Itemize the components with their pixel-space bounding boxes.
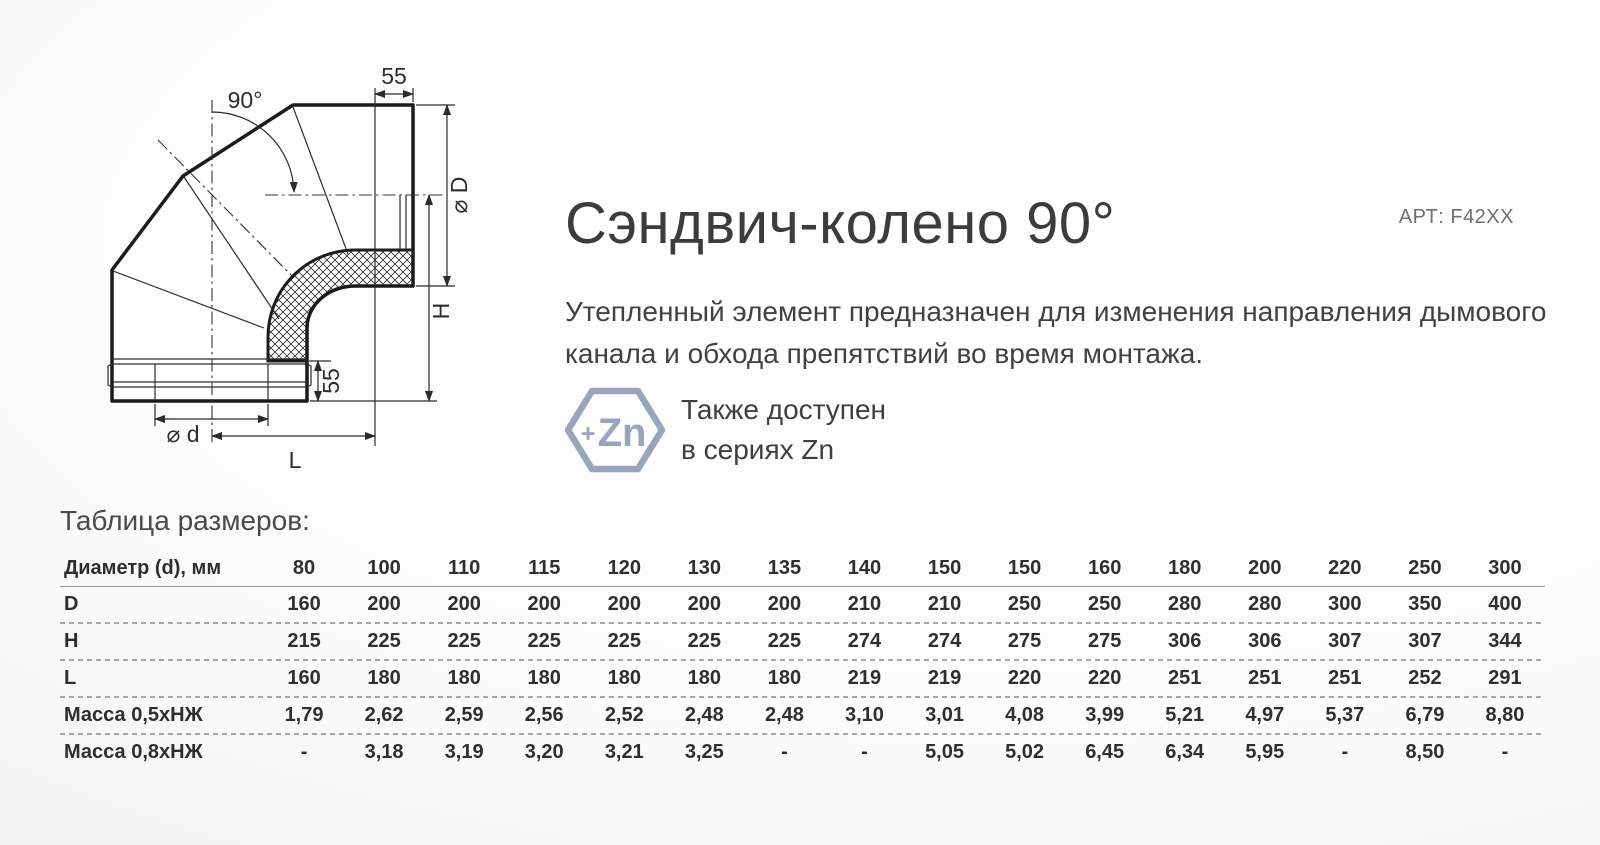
cell-value: 2,48 xyxy=(764,704,804,726)
cell-value: 3,99 xyxy=(1085,704,1125,726)
cell-value: 180 xyxy=(527,667,561,689)
cell-value: 2,48 xyxy=(684,704,724,726)
cell-value: 251 xyxy=(1248,667,1282,689)
dim-label-angle: 90° xyxy=(227,87,263,113)
page-title: Сэндвич-колено 90° xyxy=(565,191,1116,256)
zn-availability xyxy=(565,384,886,476)
cell-value: 200 xyxy=(447,593,481,615)
cell-value: 210 xyxy=(927,593,962,615)
cell-value: 150 xyxy=(1007,557,1042,579)
cell-value: 180 xyxy=(767,667,802,689)
cell-value: 225 xyxy=(607,630,641,652)
table-row xyxy=(60,698,1545,733)
cell-value: 225 xyxy=(767,630,802,652)
cell-value: 8,50 xyxy=(1405,741,1445,763)
zn-note-line2: в сериях Zn xyxy=(681,434,835,465)
table-row xyxy=(60,624,1545,659)
cell-value: 291 xyxy=(1488,667,1522,689)
dim-label-bottom-socket: 55 xyxy=(318,368,344,394)
cell-value: 160 xyxy=(1087,557,1122,579)
cell-value: 150 xyxy=(927,557,962,579)
cell-value: 3,01 xyxy=(925,704,964,726)
cell-value: 4,97 xyxy=(1245,704,1285,726)
cell-value: 220 xyxy=(1007,667,1042,689)
cell-value: 120 xyxy=(607,557,641,579)
cell-value: 115 xyxy=(528,557,561,579)
cell-value: 200 xyxy=(607,593,641,615)
cell-value: 100 xyxy=(367,557,401,579)
cell-value: 5,02 xyxy=(1005,741,1045,763)
cell-value: 180 xyxy=(607,667,641,689)
cell-value: 200 xyxy=(367,593,401,615)
cell-value: 2,62 xyxy=(364,704,404,726)
cell-value: 5,21 xyxy=(1165,704,1205,726)
size-table xyxy=(60,551,1545,770)
dim-label-length: L xyxy=(288,447,302,473)
cell-value: 344 xyxy=(1488,630,1522,652)
cell-value: 3,21 xyxy=(604,741,644,763)
cell-value: 3,18 xyxy=(364,741,404,763)
cell-value: 251 xyxy=(1328,667,1362,689)
cell-value: 6,45 xyxy=(1085,741,1125,763)
cell-value: 3,20 xyxy=(524,741,564,763)
cell-value: 160 xyxy=(287,593,321,615)
cell-value: 250 xyxy=(1007,593,1042,615)
cell-value: 8,80 xyxy=(1485,704,1525,726)
cell-value: 210 xyxy=(847,593,882,615)
cell-value: 307 xyxy=(1408,630,1442,652)
cell-value: - xyxy=(1501,741,1509,763)
cell-value: 80 xyxy=(292,557,316,579)
cell-value: 180 xyxy=(447,667,481,689)
row-label: L xyxy=(64,667,77,689)
cell-value: 140 xyxy=(847,557,882,579)
cell-value: 130 xyxy=(687,557,722,579)
cell-value: 135 xyxy=(767,557,802,579)
cell-value: 274 xyxy=(927,630,962,652)
cell-value: 1,79 xyxy=(284,704,324,726)
cell-value: 2,56 xyxy=(524,704,564,726)
table-row xyxy=(60,735,1545,770)
cell-value: 3,19 xyxy=(444,741,484,763)
cell-value: - xyxy=(1341,741,1349,763)
cell-value: 180 xyxy=(367,667,401,689)
zn-badge-icon xyxy=(565,384,665,476)
dim-label-inner-diameter: ⌀ d xyxy=(166,421,200,447)
cell-value: 180 xyxy=(687,667,722,689)
cell-value: 275 xyxy=(1087,630,1122,652)
cell-value: 2,59 xyxy=(444,704,484,726)
cell-value: 225 xyxy=(367,630,401,652)
cell-value: 225 xyxy=(687,630,722,652)
row-label: Диаметр (d), мм xyxy=(64,557,222,579)
cell-value: 250 xyxy=(1087,593,1122,615)
cell-value: 225 xyxy=(447,630,481,652)
cell-value: - xyxy=(781,741,788,763)
cell-value: 275 xyxy=(1007,630,1042,652)
cell-value: 2,52 xyxy=(604,704,644,726)
cell-value: 400 xyxy=(1488,593,1522,615)
cell-value: 219 xyxy=(927,667,962,689)
dim-label-outer-diameter: ⌀ D xyxy=(446,176,472,214)
cell-value: 280 xyxy=(1248,593,1282,615)
table-caption: Таблица размеров: xyxy=(60,505,310,536)
cell-value: 5,37 xyxy=(1325,704,1365,726)
cell-value: 5,95 xyxy=(1245,741,1285,763)
cell-value: 5,05 xyxy=(925,741,964,763)
table-header-row xyxy=(60,551,1545,586)
cell-value: 219 xyxy=(847,667,882,689)
cell-value: - xyxy=(300,741,308,763)
cell-value: 200 xyxy=(1248,557,1282,579)
cell-value: 3,25 xyxy=(684,741,724,763)
table-row xyxy=(60,587,1545,622)
cell-value: - xyxy=(861,741,868,763)
cell-value: 307 xyxy=(1328,630,1362,652)
cell-value: 350 xyxy=(1408,593,1442,615)
zn-plus-glyph: + xyxy=(580,420,596,448)
table-row xyxy=(60,661,1545,696)
cell-value: 200 xyxy=(767,593,802,615)
cell-value: 3,10 xyxy=(845,704,884,726)
cell-value: 180 xyxy=(1168,557,1202,579)
zn-note-line1: Также доступен xyxy=(681,394,886,426)
cell-value: 306 xyxy=(1248,630,1282,652)
cell-value: 300 xyxy=(1328,593,1362,615)
row-label: H xyxy=(64,630,79,652)
row-label: Масса 0,5хНЖ xyxy=(64,704,203,726)
cell-value: 250 xyxy=(1408,557,1442,579)
cell-value: 280 xyxy=(1168,593,1202,615)
zn-note xyxy=(681,390,886,470)
cell-value: 252 xyxy=(1408,667,1442,689)
cell-value: 6,79 xyxy=(1405,704,1445,726)
cell-value: 251 xyxy=(1168,667,1202,689)
row-label: Масса 0,8хНЖ xyxy=(64,741,203,763)
cell-value: 300 xyxy=(1488,557,1522,579)
cell-value: 225 xyxy=(527,630,561,652)
cell-value: 306 xyxy=(1168,630,1202,652)
dim-label-height: H xyxy=(428,302,454,320)
cell-value: 274 xyxy=(847,630,882,652)
zn-symbol-glyph: Zn xyxy=(597,411,647,455)
article-number: АРТ: F42XX xyxy=(1398,206,1514,228)
cell-value: 200 xyxy=(687,593,722,615)
product-description: Утепленный элемент предназначен для изменения направления дымового канала и обхода препятствий во время монтажа. xyxy=(565,296,1547,369)
technical-drawing xyxy=(55,28,555,490)
cell-value: 110 xyxy=(448,557,481,579)
cell-value: 220 xyxy=(1087,667,1122,689)
cell-value: 215 xyxy=(287,630,321,652)
row-label: D xyxy=(64,593,79,615)
cell-value: 220 xyxy=(1328,557,1362,579)
cell-value: 4,08 xyxy=(1005,704,1045,726)
cell-value: 200 xyxy=(527,593,561,615)
cell-value: 160 xyxy=(287,667,321,689)
dim-label-top-socket: 55 xyxy=(381,63,407,89)
cell-value: 6,34 xyxy=(1165,741,1205,763)
